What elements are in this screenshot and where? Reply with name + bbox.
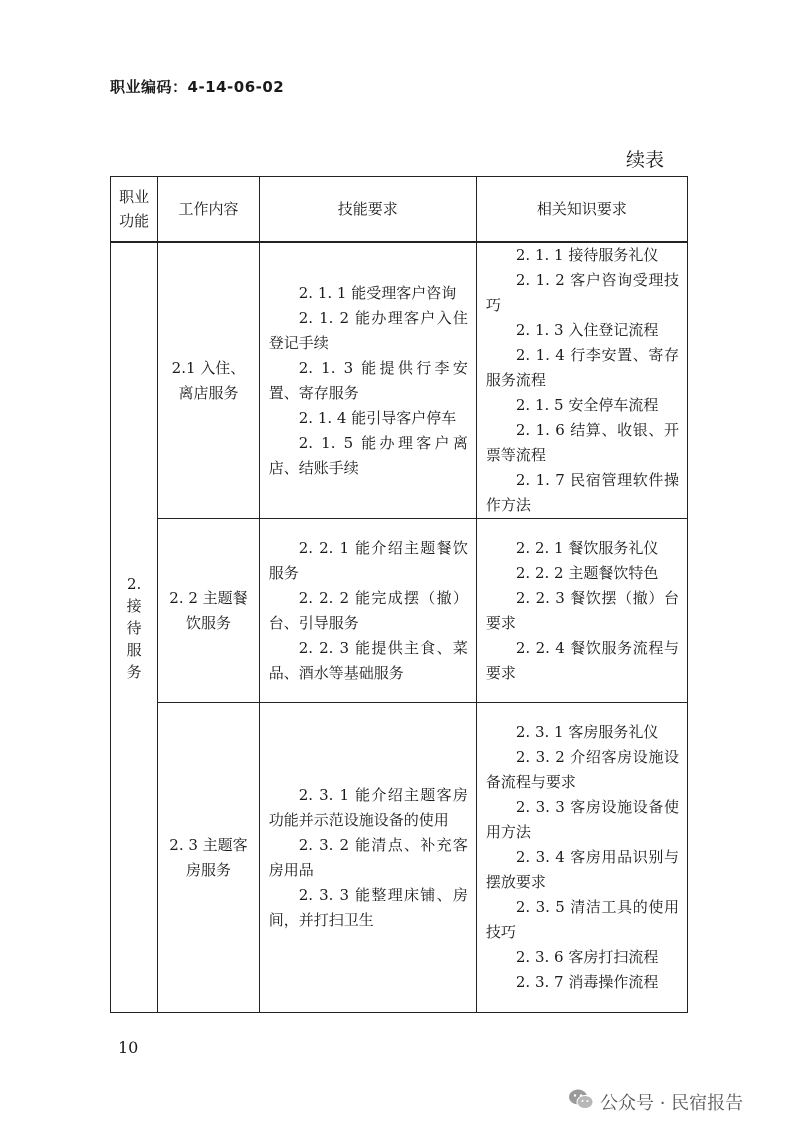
knowledge-item: 2. 2. 2 主题餐饮特色 [515, 563, 659, 582]
knowledge-item: 2. 3. 5 清洁工具的使用技巧 [485, 898, 679, 941]
column-header-knowledge: 相关知识要求 [476, 177, 687, 243]
watermark [568, 1088, 743, 1115]
knowledge-item: 2. 1. 7 民宿管理软件操作方法 [485, 471, 679, 514]
page-number: 10 [118, 1038, 139, 1057]
skill-item: 2. 2. 2 能完成摆（撤）台、引导服务 [268, 588, 468, 632]
skill-item: 2. 3. 2 能清点、补充客房用品 [268, 835, 468, 879]
knowledge-item: 2. 1. 5 安全停车流程 [515, 396, 659, 414]
knowledge-item: 2. 3. 1 客房服务礼仪 [515, 723, 659, 741]
knowledge-item: 2. 1. 2 客户咨询受理技巧 [485, 271, 679, 314]
knowledge-item: 2. 1. 3 入住登记流程 [515, 321, 659, 339]
table-row [111, 519, 688, 703]
knowledge-item: 2. 1. 4 行李安置、寄存服务流程 [485, 346, 679, 389]
skill-item: 2. 2. 1 能介绍主题餐饮服务 [268, 538, 468, 582]
wechat-icon [568, 1088, 600, 1115]
skill-item: 2. 2. 3 能提供主食、菜品、酒水等基础服务 [268, 638, 468, 682]
continued-label: 续表 [626, 149, 665, 171]
knowledge-item: 2. 1. 6 结算、收银、开票等流程 [485, 421, 679, 464]
knowledge-item: 2. 2. 4 餐饮服务流程与要求 [485, 638, 679, 682]
knowledge-item: 2. 2. 3 餐饮摆（撤）台要求 [485, 588, 679, 632]
skill-item: 2. 1. 5 能办理客户离店、结账手续 [268, 433, 468, 477]
watermark-text: 公众号 · 民宿报告 [600, 1092, 744, 1114]
skill-item: 2. 1. 1 能受理客户咨询 [298, 283, 457, 302]
work-cell: 2.1 入住、离店服务 [158, 242, 260, 519]
skills-cell [259, 242, 476, 519]
occupation-code: 职业编码：4-14-06-02 [110, 78, 285, 96]
knowledge-cell [476, 242, 687, 519]
skill-item: 2. 3. 3 能整理床铺、房间，并打扫卫生 [268, 885, 468, 929]
knowledge-item: 2. 3. 2 介绍客房设施设备流程与要求 [485, 748, 679, 791]
skill-item: 2. 1. 3 能提供行李安置、寄存服务 [268, 358, 468, 402]
table-row [111, 242, 688, 519]
function-cell: 2. 接待服务 [111, 242, 158, 1013]
skills-cell [259, 703, 476, 1013]
knowledge-cell [476, 703, 687, 1013]
knowledge-cell [476, 519, 687, 703]
column-header-skills: 技能要求 [259, 177, 476, 243]
knowledge-item: 2. 3. 4 客房用品识别与摆放要求 [485, 848, 679, 891]
work-cell: 2. 3 主题客房服务 [158, 703, 260, 1013]
work-cell: 2. 2 主题餐饮服务 [158, 519, 260, 703]
skills-table [110, 176, 688, 1013]
knowledge-item: 2. 3. 6 客房打扫流程 [515, 948, 659, 966]
knowledge-item: 2. 2. 1 餐饮服务礼仪 [515, 538, 659, 557]
skill-item: 2. 3. 1 能介绍主题客房功能并示范设施设备的使用 [268, 785, 468, 829]
skill-item: 2. 1. 4 能引导客户停车 [298, 408, 457, 427]
column-header-work: 工作内容 [158, 177, 260, 243]
skills-cell [259, 519, 476, 703]
table-row [111, 703, 688, 1013]
knowledge-item: 2. 1. 1 接待服务礼仪 [515, 246, 659, 264]
knowledge-item: 2. 3. 7 消毒操作流程 [515, 973, 659, 991]
knowledge-item: 2. 3. 3 客房设施设备使用方法 [485, 798, 679, 841]
column-header-function: 职业功能 [111, 177, 158, 243]
table-header-row [111, 177, 688, 243]
skill-item: 2. 1. 2 能办理客户入住登记手续 [268, 308, 468, 352]
